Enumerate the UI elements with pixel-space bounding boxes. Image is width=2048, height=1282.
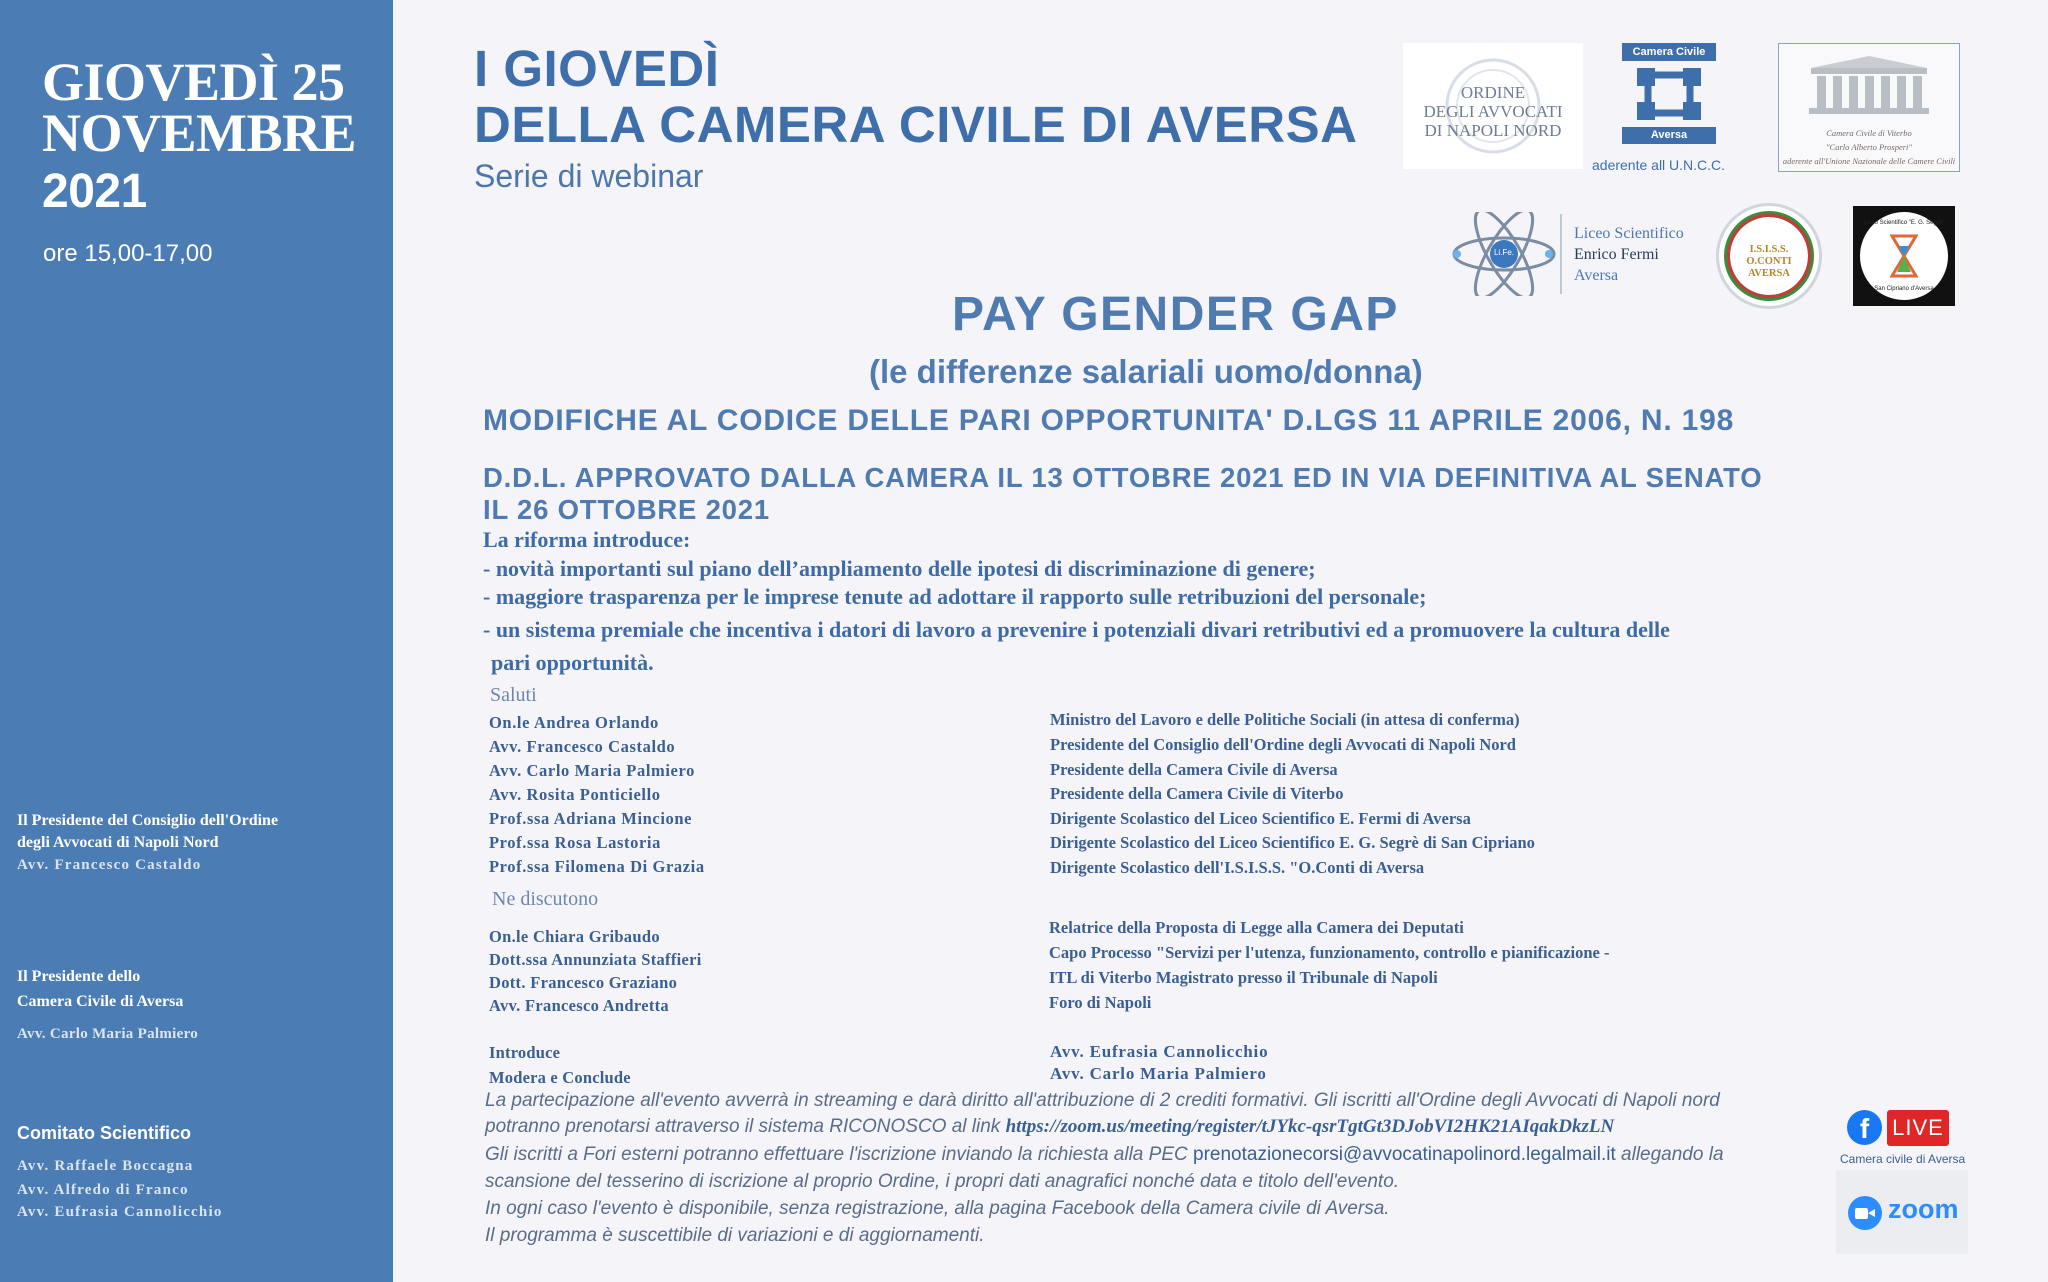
heading-ddl-line2: IL 26 OTTOBRE 2021 (483, 494, 770, 525)
segre-logo-top: Liceo Scientifico "E. G. Segrè" (1863, 220, 1945, 226)
viterbo-logo-line3: aderente all'Unione Nazionale delle Camere Civili (1782, 156, 1956, 166)
heading-modifiche: MODIFICHE AL CODICE DELLE PARI OPPORTUNITA' D.LGS 11 APRILE 2006, N. 198 (483, 404, 1735, 437)
footer-line3-text: Gli iscritti a Fori esterni potranno effettuare l'iscrizione inviando la richiesta alla PEC (485, 1144, 1193, 1165)
live-badge[interactable]: LIVE (1887, 1110, 1949, 1146)
riforma-item: - un sistema premiale che incentiva i datori di lavoro a prevenire i potenziali divari retributivi ed a promuovere la cultura delle (483, 617, 1670, 642)
footer-line (485, 1116, 1614, 1138)
speaker-name: Prof.ssa Filomena Di Grazia (489, 857, 705, 876)
speaker-role: Presidente del Consiglio dell'Ordine degli Avvocati di Napoli Nord (1050, 735, 1516, 754)
camera-viterbo-logo (1778, 43, 1960, 172)
speaker-name: Avv. Carlo Maria Palmiero (489, 761, 695, 780)
liceo-segre-logo (1853, 206, 1955, 306)
main-subtitle: (le differenze salariali uomo/donna) (869, 353, 1423, 390)
liceo-fermi-line3: Aversa (1574, 267, 1619, 284)
isiss-logo-text: I.S.I.S.S. O.CONTI AVERSA (1746, 244, 1792, 279)
viterbo-logo-line1: Camera Civile di Viterbo (1826, 128, 1912, 138)
riforma-intro: La riforma introduce: (483, 527, 691, 552)
isiss-conti-logo (1716, 203, 1822, 309)
camera-civile-emblem-icon (1634, 65, 1704, 123)
speaker-name: On.le Chiara Gribaudo (489, 927, 660, 946)
discutono-label: Ne discutono (492, 888, 599, 910)
liceo-fermi-badge: Li.Fe. (1493, 248, 1514, 257)
viterbo-logo-line2: "Carlo Alberto Prosperi" (1825, 142, 1912, 152)
speaker-name: Dott.ssa Annunziata Staffieri (489, 950, 702, 969)
ordine-logo-line3: DI NAPOLI NORD (1424, 121, 1562, 140)
speaker-name: On.le Andrea Orlando (489, 713, 659, 732)
ordine-logo-line1: ORDINE (1460, 83, 1526, 102)
speaker-role: Dirigente Scolastico dell'I.S.I.S.S. "O.Conti di Aversa (1050, 858, 1425, 877)
registration-link[interactable]: https://zoom.us/meeting/register/tJYkc-qsrTgtGt3DJobVI2HK21AIqakDkzLN (1005, 1116, 1615, 1137)
speaker-role: Ministro del Lavoro e delle Politiche Sociali (in attesa di conferma) (1050, 710, 1520, 729)
event-date-year: 2021 (42, 165, 147, 218)
committee-title: Comitato Scientifico (17, 1123, 192, 1143)
speaker-name: Prof.ssa Adriana Mincione (489, 809, 693, 828)
facebook-caption: Camera civile di Aversa (1840, 1152, 1966, 1166)
event-date-month: NOVEMBRE (42, 103, 357, 163)
president1-line2: degli Avvocati di Napoli Nord (17, 834, 219, 851)
conclude-name: Avv. Carlo Maria Palmiero (1050, 1064, 1267, 1083)
speaker-role: Presidente della Camera Civile di Aversa (1050, 760, 1338, 779)
unc-caption: aderente all U.N.C.C. (1592, 157, 1726, 173)
speaker-role: Capo Processo "Servizi per l'utenza, funzionamento, controllo e pianificazione - (1049, 943, 1610, 962)
speaker-role: ITL di Viterbo Magistrato presso il Tribunale di Napoli (1049, 968, 1438, 987)
footer-line: In ogni caso l'evento è disponibile, senza registrazione, alla pagina Facebook della Camera civile di Aversa. (485, 1198, 1390, 1219)
committee-member: Avv. Raffaele Boccagna (17, 1158, 194, 1174)
event-date-day: GIOVEDÌ 25 (42, 52, 345, 112)
main-title: PAY GENDER GAP (952, 288, 1399, 341)
president1-line1: Il Presidente del Consiglio dell'Ordine (17, 812, 279, 829)
series-title-line1: I GIOVEDÌ (474, 40, 720, 97)
president1-name: Avv. Francesco Castaldo (17, 857, 202, 873)
heading-ddl-line1: D.D.L. APPROVATO DALLA CAMERA IL 13 OTTOBRE 2021 ED IN VIA DEFINITIVA AL SENATO (483, 462, 1763, 493)
committee-member: Avv. Alfredo di Franco (17, 1182, 189, 1198)
temple-icon (1801, 54, 1937, 118)
riforma-item: - maggiore trasparenza per le imprese tenute ad adottare il rapporto sulle retribuzioni del personale; (483, 584, 1427, 609)
conclude-label: Modera e Conclude (489, 1068, 631, 1087)
speaker-role: Dirigente Scolastico del Liceo Scientifico E. G. Segrè di San Cipriano (1050, 833, 1535, 852)
president2-line2: Camera Civile di Aversa (17, 993, 184, 1010)
saluti-label: Saluti (490, 684, 537, 706)
facebook-icon[interactable]: f (1847, 1110, 1882, 1145)
speaker-name: Avv. Rosita Ponticiello (489, 785, 661, 804)
introduce-name: Avv. Eufrasia Cannolicchio (1050, 1042, 1269, 1061)
riforma-item: pari opportunità. (491, 650, 654, 675)
speaker-role: Dirigente Scolastico del Liceo Scientifico E. Fermi di Aversa (1050, 809, 1471, 828)
series-subtitle: Serie di webinar (474, 158, 704, 194)
camera-civile-logo-top: Camera Civile (1622, 43, 1716, 61)
footer-line: Il programma è suscettibile di variazioni e di aggiornamenti. (485, 1225, 985, 1246)
camera-civile-logo-bottom: Aversa (1622, 127, 1716, 144)
series-title-line2: DELLA CAMERA CIVILE DI AVERSA (474, 96, 1358, 153)
footer-line: La partecipazione all'evento avverrà in streaming e darà diritto all'attribuzione di 2 crediti formativi. Gli iscritti all'Ordine degli Avvocati di Napoli nord (485, 1090, 1720, 1111)
speaker-name: Avv. Francesco Castaldo (489, 737, 676, 756)
president2-name: Avv. Carlo Maria Palmiero (17, 1026, 199, 1042)
camera-civile-logo (1622, 43, 1716, 146)
speaker-role: Foro di Napoli (1049, 993, 1152, 1012)
logo-divider (1560, 214, 1562, 294)
segre-logo-bottom: San Cipriano d'Aversa (1874, 286, 1934, 292)
event-time: ore 15,00-17,00 (43, 240, 213, 267)
president2-line1: Il Presidente dello (17, 968, 141, 985)
speaker-role: Presidente della Camera Civile di Viterbo (1050, 784, 1344, 803)
pec-email-link[interactable]: prenotazionecorsi@avvocatinapolinord.legalmail.it (1193, 1144, 1616, 1165)
zoom-logo[interactable] (1836, 1170, 1968, 1254)
footer-line3-tail: allegando la (1615, 1144, 1724, 1165)
liceo-fermi-line1: Liceo Scientifico (1574, 225, 1684, 242)
speaker-name: Dott. Francesco Graziano (489, 973, 678, 992)
footer-line (485, 1144, 1724, 1166)
introduce-label: Introduce (489, 1043, 561, 1062)
zoom-wordmark: zoom (1888, 1194, 1959, 1224)
committee-member: Avv. Eufrasia Cannolicchio (17, 1204, 223, 1220)
zoom-camera-icon (1848, 1196, 1882, 1230)
liceo-fermi-logo (1449, 212, 1559, 296)
speaker-role: Relatrice della Proposta di Legge alla Camera dei Deputati (1049, 918, 1464, 937)
speaker-name: Avv. Francesco Andretta (489, 996, 669, 1015)
hourglass-icon (1889, 234, 1919, 278)
liceo-fermi-line2: Enrico Fermi (1574, 246, 1659, 263)
riforma-item: - novità importanti sul piano dell’ampliamento delle ipotesi di discriminazione di genere; (483, 556, 1316, 581)
ordine-logo-line2: DEGLI AVVOCATI (1423, 102, 1563, 121)
speaker-name: Prof.ssa Rosa Lastoria (489, 833, 661, 852)
footer-line: scansione del tesserino di iscrizione al proprio Ordine, i propri dati anagrafici nonché data e titolo dell'evento. (485, 1171, 1400, 1192)
sidebar (0, 0, 393, 1282)
footer-line2-text: potranno prenotarsi attraverso il sistema RICONOSCO al link (485, 1116, 1006, 1137)
ordine-avvocati-logo (1403, 43, 1583, 169)
